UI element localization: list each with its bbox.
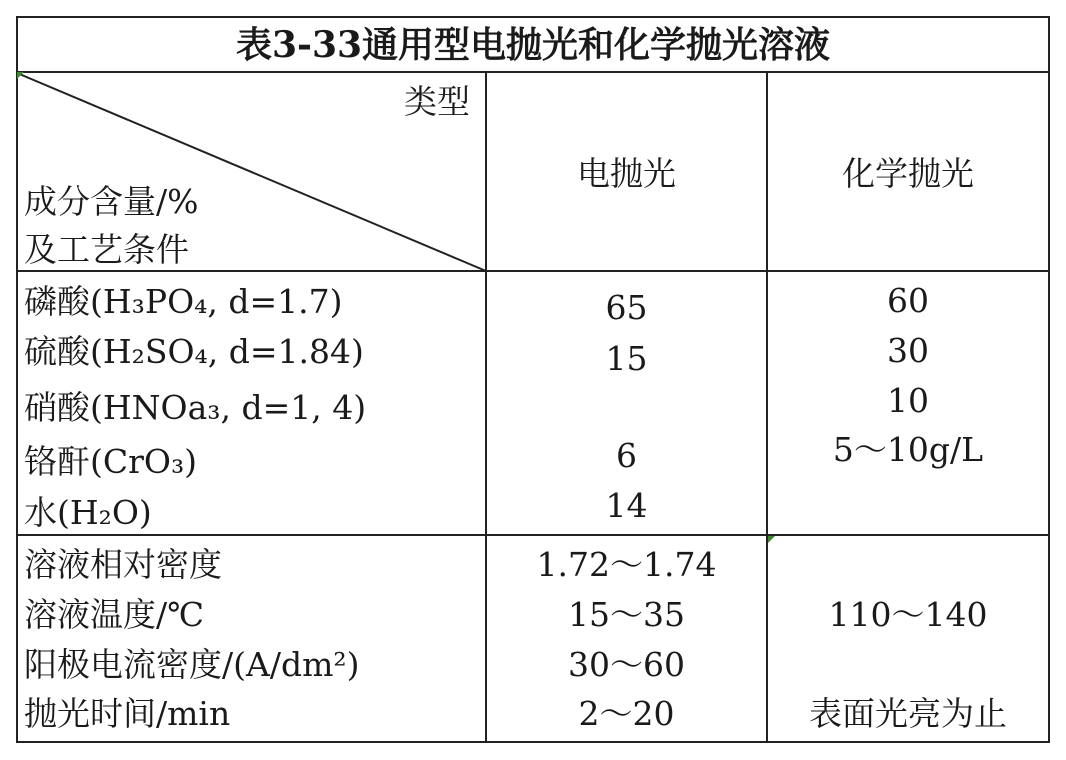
table-border-bottom xyxy=(16,741,1050,743)
header-electro-polish: 电抛光 xyxy=(577,154,676,193)
component-label: 铬酐(CrO₃) xyxy=(24,442,198,481)
component-label: 水(H₂O) xyxy=(24,493,152,532)
component-chemical-value: 60 xyxy=(887,281,929,320)
condition-label: 抛光时间/min xyxy=(24,694,231,733)
component-chemical-value: 30 xyxy=(887,331,929,370)
condition-chemical-temperature: 110～140 xyxy=(828,595,988,634)
cell-marker xyxy=(768,536,775,543)
condition-electro-value: 15～35 xyxy=(568,595,685,634)
component-chemical-value: 5～10g/L xyxy=(832,430,984,469)
header-composition-label: 成分含量/% xyxy=(24,182,199,221)
component-label: 硝酸(HNOa₃, d=1, 4) xyxy=(24,388,367,427)
component-electro-value: 65 xyxy=(605,288,648,327)
table-title: 表3-33通用型电抛光和化学抛光溶液 xyxy=(235,24,831,66)
condition-electro-value: 2～20 xyxy=(578,694,675,733)
row-divider-components xyxy=(16,534,1050,536)
cell-marker xyxy=(17,72,24,79)
condition-electro-value: 30～60 xyxy=(568,645,685,684)
header-conditions-label: 及工艺条件 xyxy=(24,230,189,269)
table xyxy=(16,16,1050,743)
header-type-label: 类型 xyxy=(404,82,470,121)
condition-label: 溶液相对密度 xyxy=(24,545,222,584)
condition-chemical-time: 表面光亮为止 xyxy=(809,694,1007,733)
condition-label: 阳极电流密度/(A/dm²) xyxy=(24,645,360,684)
condition-electro-value: 1.72～1.74 xyxy=(536,545,717,584)
component-electro-value: 6 xyxy=(616,436,637,475)
component-label: 硫酸(H₂SO₄, d=1.84) xyxy=(24,332,364,371)
component-chemical-value: 10 xyxy=(887,381,929,420)
component-electro-value: 15 xyxy=(605,339,648,378)
component-electro-value: 14 xyxy=(605,486,648,525)
header-chemical-polish: 化学抛光 xyxy=(842,154,974,193)
condition-label: 溶液温度/℃ xyxy=(24,595,205,634)
component-label: 磷酸(H₃PO₄, d=1.7) xyxy=(24,282,343,321)
